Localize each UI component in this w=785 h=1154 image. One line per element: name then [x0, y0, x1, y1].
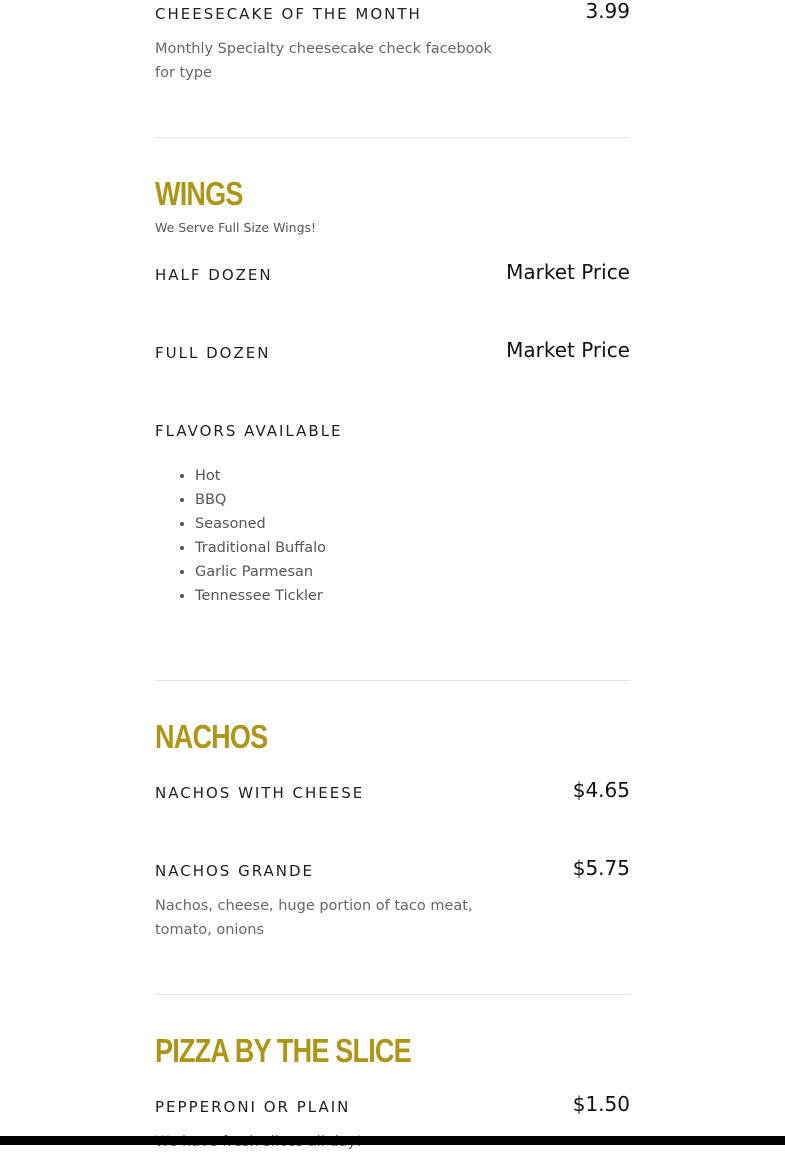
item-name: FLAVORS AVAILABLE	[155, 422, 343, 440]
item-price: 3.99	[585, 0, 630, 23]
item-name: FULL DOZEN	[155, 344, 271, 362]
list-item: • Hot	[195, 464, 326, 488]
item-price: $4.65	[572, 778, 630, 802]
section-subtitle-wings: We Serve Full Size Wings!	[155, 220, 317, 235]
item-name: NACHOS GRANDE	[155, 862, 315, 880]
flavors-list	[155, 464, 326, 608]
section-divider	[155, 137, 630, 138]
list-item: • Tennessee Tickler	[195, 584, 326, 608]
item-price: $5.75	[572, 856, 630, 880]
section-divider	[155, 680, 630, 681]
list-item: • BBQ	[195, 488, 326, 512]
section-title-wings: WINGS	[155, 175, 243, 212]
item-price: Market Price	[506, 260, 630, 284]
section-divider	[155, 994, 630, 995]
item-price: Market Price	[506, 338, 630, 362]
section-title-pizza: PIZZA BY THE SLICE	[155, 1032, 411, 1069]
list-item: • Garlic Parmesan	[195, 560, 326, 584]
item-price: $1.50	[572, 1092, 630, 1116]
bottom-bar	[0, 1136, 785, 1145]
item-description: Nachos, cheese, huge portion of taco meat, tomato, onions	[155, 898, 473, 938]
item-name: HALF DOZEN	[155, 266, 273, 284]
item-name: CHEESECAKE OF THE MONTH	[155, 5, 422, 23]
item-name: PEPPERONI OR PLAIN	[155, 1098, 351, 1116]
item-description: Monthly Specialty cheesecake check facebook for type	[155, 41, 492, 81]
list-item: • Traditional Buffalo	[195, 536, 326, 560]
list-item: • Seasoned	[195, 512, 326, 536]
section-title-nachos: NACHOS	[155, 718, 268, 755]
item-name: NACHOS WITH CHEESE	[155, 784, 365, 802]
